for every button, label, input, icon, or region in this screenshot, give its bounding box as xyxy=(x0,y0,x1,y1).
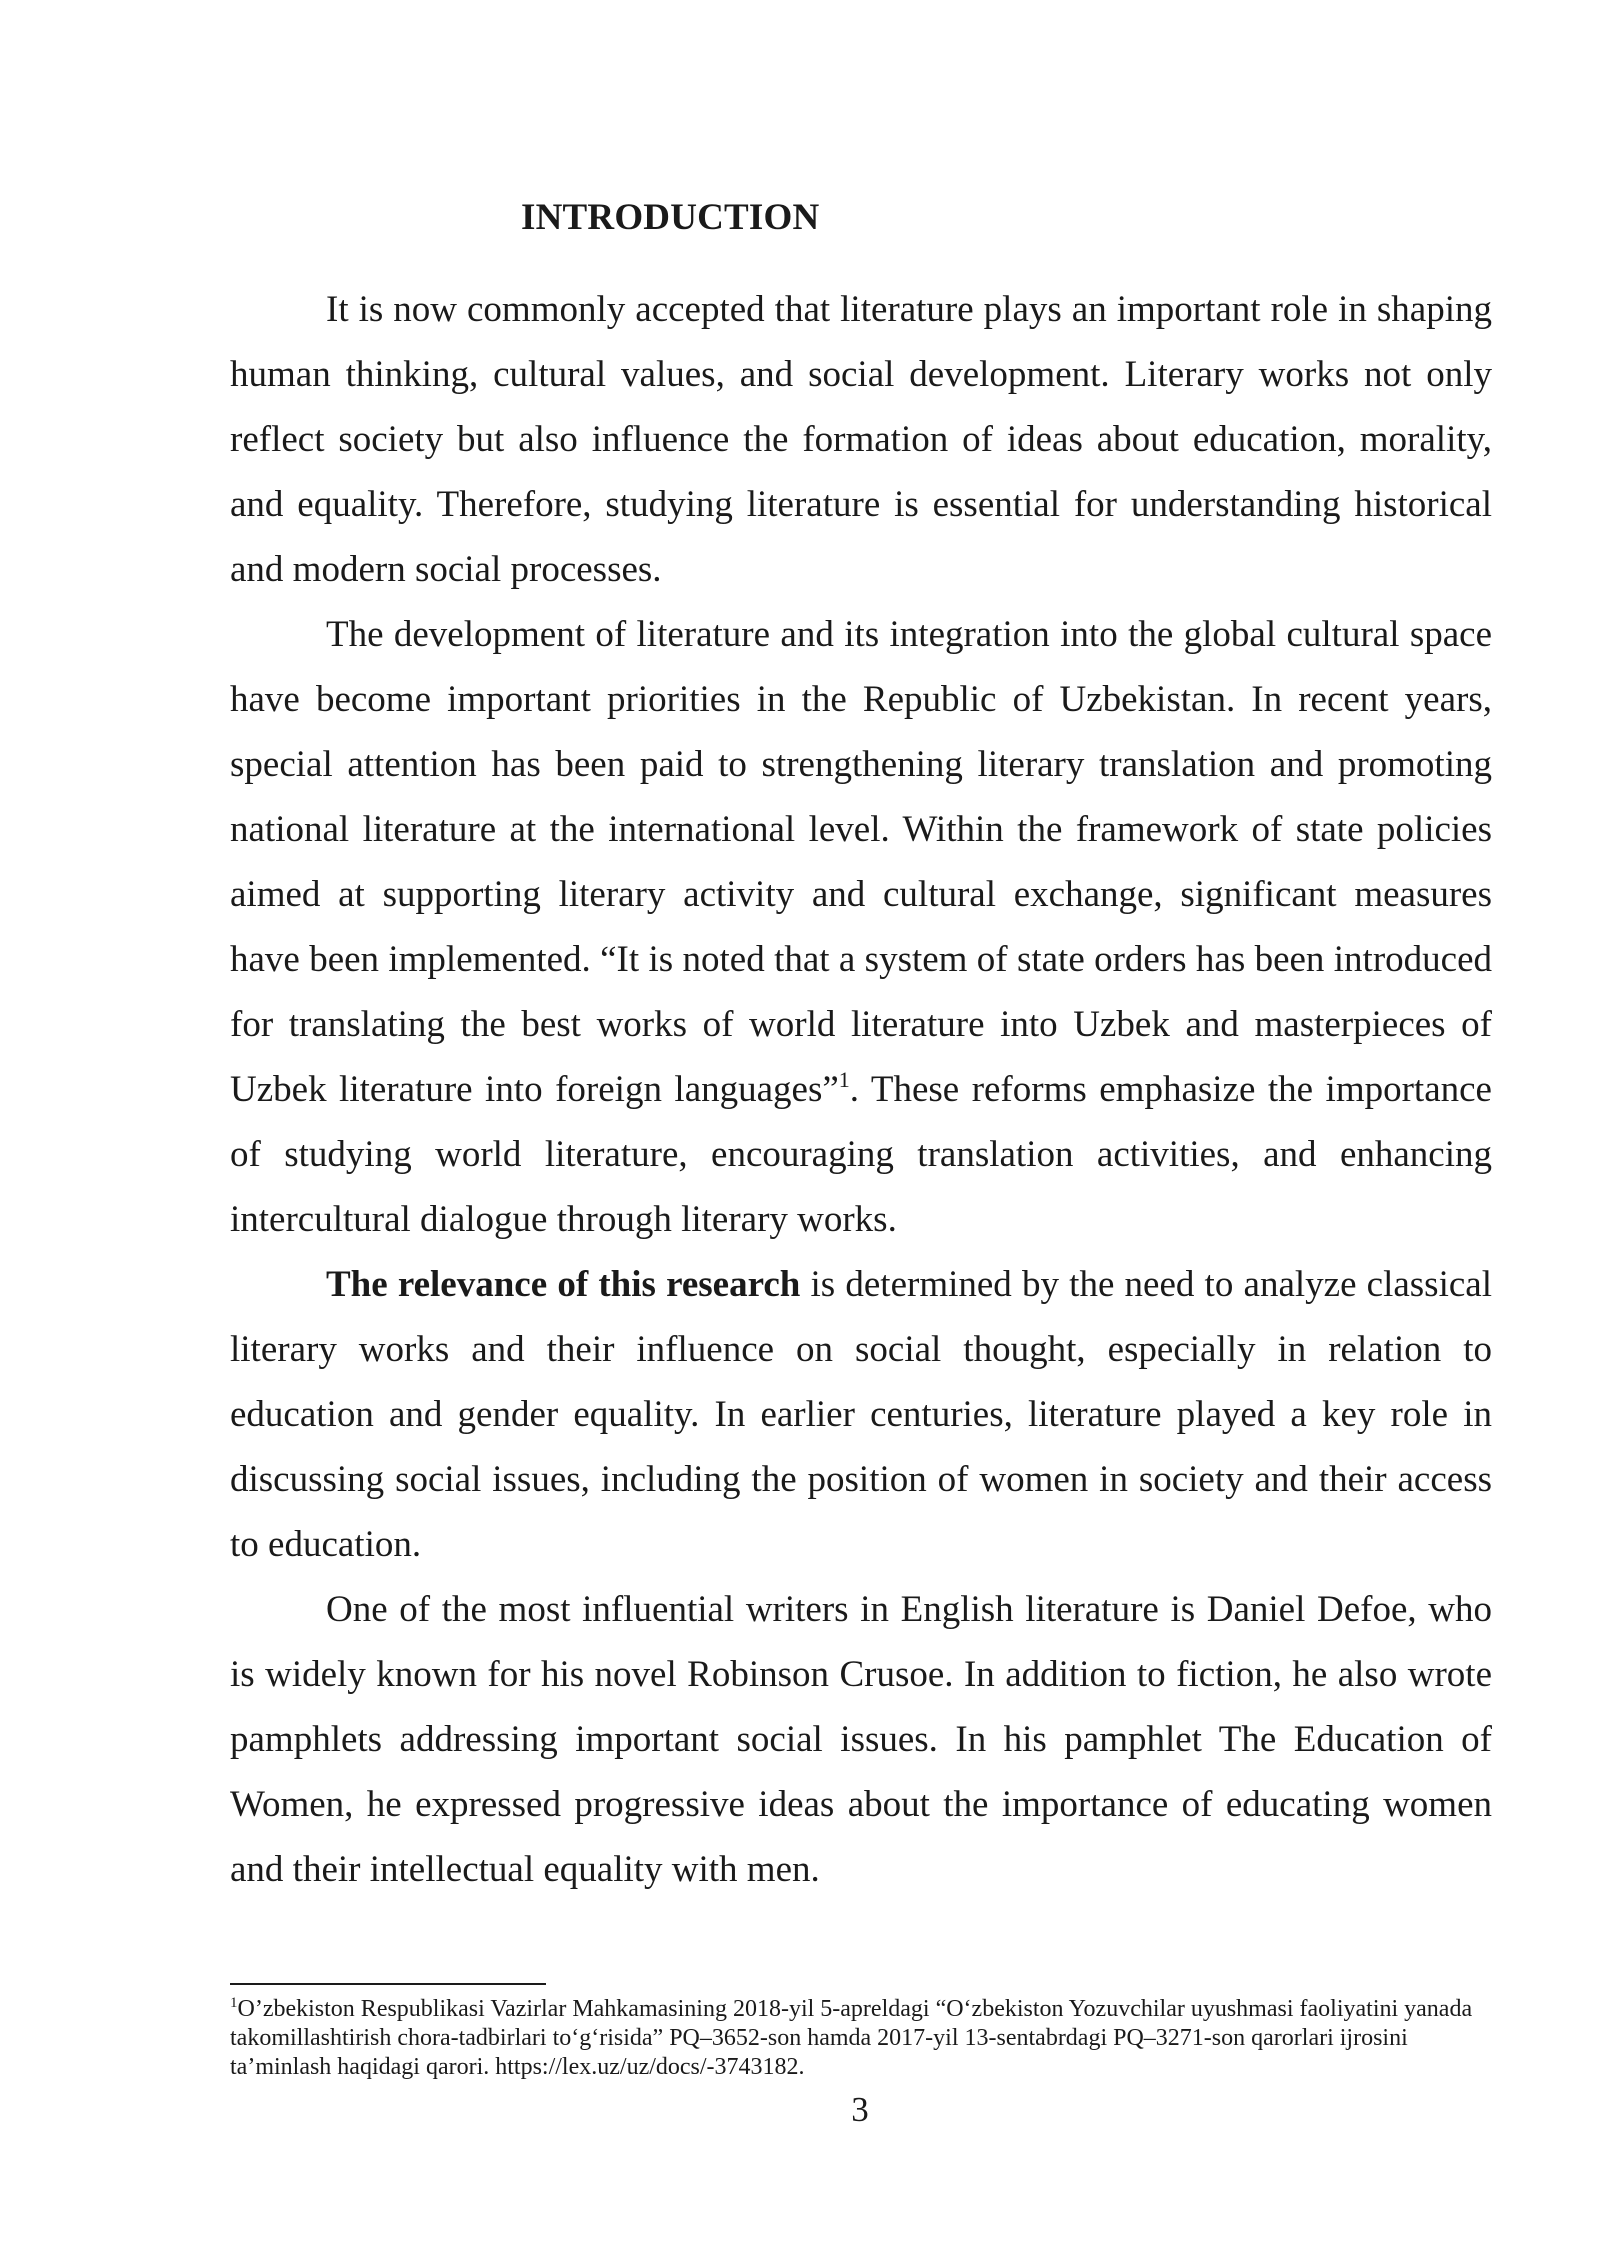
page-number: 3 xyxy=(851,2090,869,2129)
paragraph-3-bold-lead: The relevance of this research xyxy=(326,1264,801,1305)
paragraph-1 xyxy=(230,277,1492,602)
footnote-reference[interactable]: 1 xyxy=(838,1067,850,1092)
paragraph-4-text: One of the most influential writers in English literature is Daniel Defoe, who is widely known for his novel Robinson Crusoe. In addition to fiction, he also wrote pamphlets addressing important social issues. In his pamphlet The Education of Women, he expressed progressive ideas about the importance of educating women and their intellectual equality with men. xyxy=(230,1589,1492,1890)
paragraph-2-text-after: . These reforms emphasize the importance of studying world literature, encouraging translation activities, and enhancing intercultural dialogue through literary works. xyxy=(230,1069,1492,1240)
section-heading: INTRODUCTION xyxy=(521,197,820,238)
paragraph-4 xyxy=(230,1577,1492,1902)
paragraph-3-text: is determined by the need to analyze classical literary works and their influence on social thought, especially in relation to education and gender equality. In earlier centuries, literature played a key role in discussing social issues, including the position of women in society and their access to education. xyxy=(230,1264,1492,1565)
paragraph-2 xyxy=(230,602,1492,1252)
footnote-separator xyxy=(230,1983,546,1985)
footnote-text: O’zbekiston Respublikasi Vazirlar Mahkamasining 2018-yil 5-apreldagi “O‘zbekiston Yozuvchilar uyushmasi faoliyatini yanada takomillashtirish chora-tadbirlari to‘g‘risida” PQ–3652-son hamda 2017-yil 13-sentabrdagi PQ–3271-son qarorlari ijrosini ta’minlash haqidagi qarori. https://lex.uz/uz/docs/-3743182. xyxy=(230,1996,1473,2080)
footnote xyxy=(230,1995,1492,2082)
paragraph-1-text: It is now commonly accepted that literature plays an important role in shaping human thinking, cultural values, and social development. Literary works not only reflect society but also influence the formation of ideas about education, morality, and equality. Therefore, studying literature is essential for understanding historical and modern social processes. xyxy=(230,289,1492,590)
paragraph-2-text-before: The development of literature and its integration into the global cultural space have become important priorities in the Republic of Uzbekistan. In recent years, special attention has been paid to strengthening literary translation and promoting national literature at the international level. Within the framework of state policies aimed at supporting literary activity and cultural exchange, significant measures have been implemented. “It is noted that a system of state orders has been introduced for translating the best works of world literature into Uzbek and masterpieces of Uzbek literature into foreign languages” xyxy=(230,614,1492,1110)
footnote-marker: 1 xyxy=(230,1995,238,2011)
paragraph-3 xyxy=(230,1252,1492,1577)
body-text xyxy=(230,277,1492,1902)
